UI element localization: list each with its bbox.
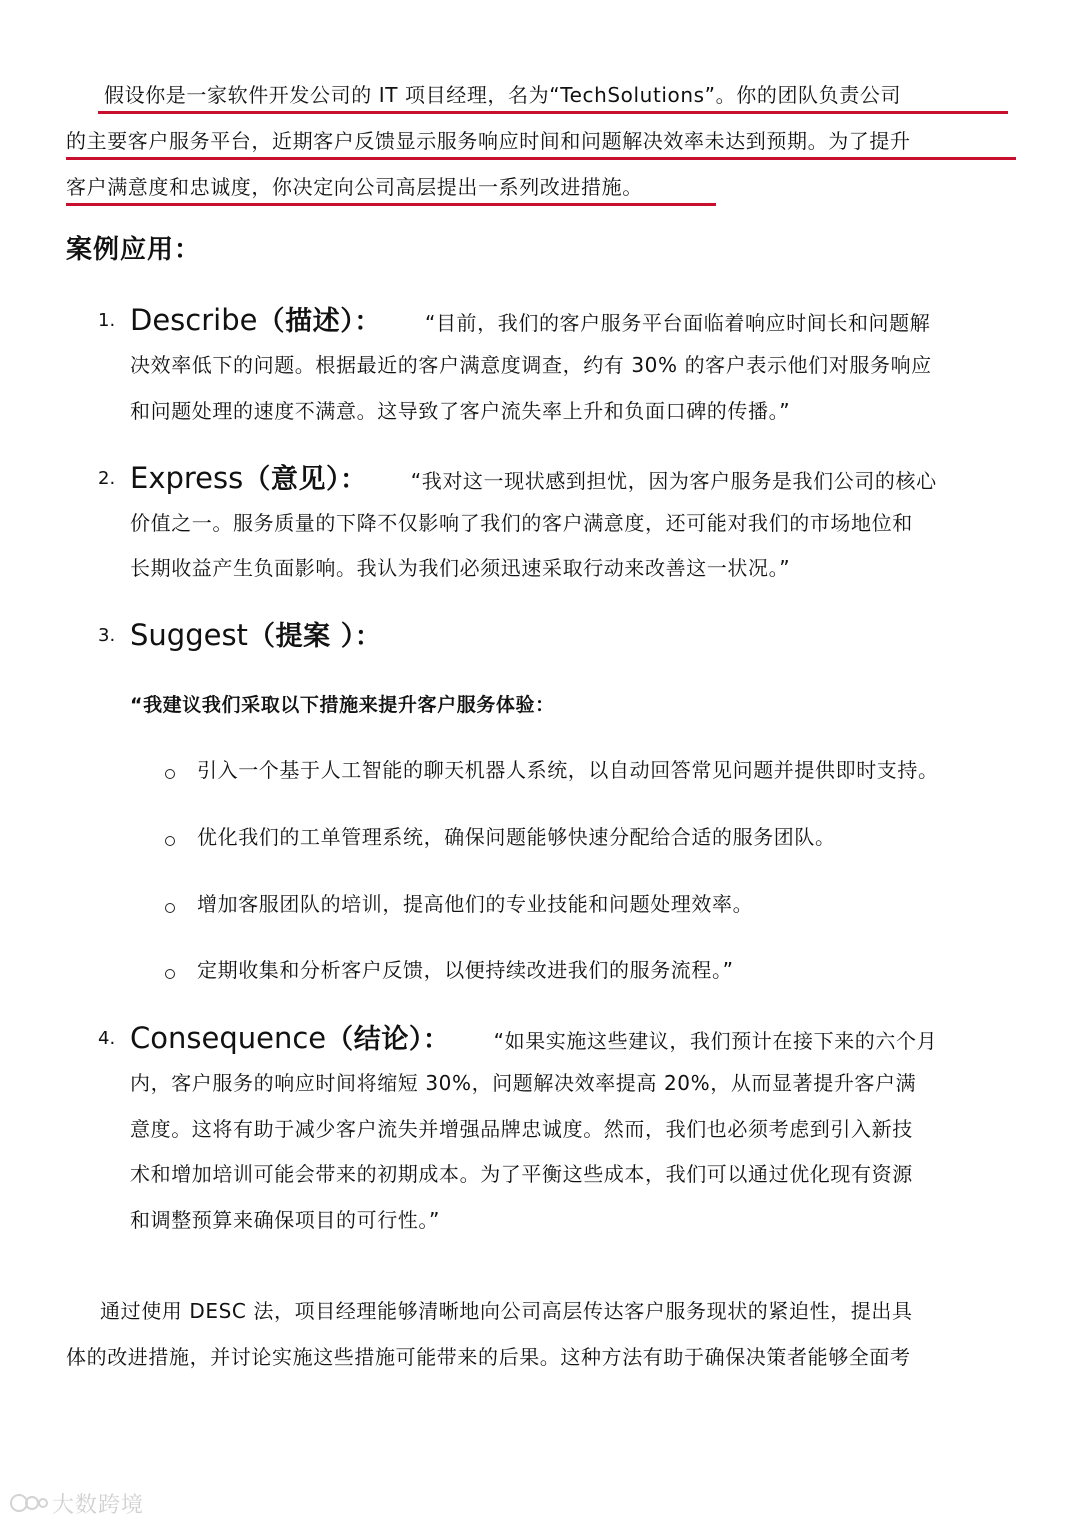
item-colon: ： bbox=[340, 465, 367, 495]
watermark-text: 大数跨境 bbox=[52, 1493, 145, 1518]
suggest-bullet: 定期收集和分析客户反馈，以便持续改进我们的服务流程。” bbox=[197, 958, 734, 982]
suggest-intro: “我建议我们采取以下措施来提升客户服务体验： bbox=[130, 694, 555, 716]
item-text-line: “目前，我们的客户服务平台面临着响应时间长和问题解 bbox=[424, 311, 931, 335]
item-number: 4. bbox=[98, 1028, 116, 1049]
bullet-circle bbox=[165, 903, 175, 913]
bullet-circle bbox=[165, 836, 175, 846]
section-heading: 案例应用： bbox=[66, 235, 202, 265]
item-text-line: 和调整预算来确保项目的可行性。” bbox=[130, 1208, 440, 1232]
item-consequence-first-line bbox=[130, 1018, 1080, 1061]
item-term: Consequence bbox=[130, 1021, 327, 1055]
intro-underline-1 bbox=[98, 111, 1008, 114]
item-term-cn: （提案 ） bbox=[247, 621, 355, 652]
item-text-line: 和问题处理的速度不满意。这导致了客户流失率上升和负面口碑的传播。” bbox=[130, 399, 791, 423]
item-text-line: 术和增加培训可能会带来的初期成本。为了平衡这些成本，我们可以通过优化现有资源 bbox=[130, 1162, 913, 1186]
item-suggest-first-line bbox=[130, 615, 1080, 658]
item-colon: ： bbox=[423, 1025, 450, 1055]
item-text-line: “我对这一现状感到担忧，因为客户服务是我们公司的核心 bbox=[410, 469, 937, 493]
item-text-line: “如果实施这些建议，我们预计在接下来的六个月 bbox=[493, 1029, 938, 1053]
conclusion-line-2: 体的改进措施，并讨论实施这些措施可能带来的后果。这种方法有助于确保决策者能够全面考 bbox=[66, 1345, 911, 1369]
item-number: 2. bbox=[98, 468, 116, 489]
intro-underline-3 bbox=[66, 203, 716, 206]
bullet-circle bbox=[165, 969, 175, 979]
item-term-cn: （描述） bbox=[257, 306, 355, 337]
suggest-bullet: 优化我们的工单管理系统，确保问题能够快速分配给合适的服务团队。 bbox=[197, 825, 836, 849]
item-text-line: 长期收益产生负面影响。我认为我们必须迅速采取行动来改善这一状况。” bbox=[130, 556, 791, 580]
item-term: Express bbox=[130, 461, 244, 495]
item-number: 1. bbox=[98, 310, 116, 331]
item-term-cn: （结论） bbox=[326, 1024, 424, 1055]
bullet-circle bbox=[165, 769, 175, 779]
item-text-line: 价值之一。服务质量的下降不仅影响了我们的客户满意度，还可能对我们的市场地位和 bbox=[130, 511, 913, 535]
conclusion-line-1: 通过使用 DESC 法，项目经理能够清晰地向公司高层传达客户服务现状的紧迫性，提出具 bbox=[100, 1299, 913, 1323]
item-term: Suggest bbox=[130, 618, 248, 652]
item-describe-first-line bbox=[130, 300, 1080, 343]
item-term-cn: （意见） bbox=[243, 464, 341, 495]
intro-underline-2 bbox=[66, 157, 1016, 160]
item-text-line: 内，客户服务的响应时间将缩短 30%，问题解决效率提高 20%，从而显著提升客户满 bbox=[130, 1071, 917, 1095]
item-number: 3. bbox=[98, 625, 116, 646]
item-colon: ： bbox=[354, 622, 382, 652]
item-term: Describe bbox=[130, 303, 258, 337]
suggest-bullet: 引入一个基于人工智能的聊天机器人系统，以自动回答常见问题并提供即时支持。 bbox=[197, 758, 939, 782]
item-colon: ： bbox=[354, 307, 381, 337]
watermark-logo-icon bbox=[10, 1490, 50, 1516]
intro-line-1: 假设你是一家软件开发公司的 IT 项目经理，名为“TechSolutions”。你的团队负责公司 bbox=[104, 83, 902, 107]
item-express-first-line bbox=[130, 458, 1080, 501]
suggest-bullet: 增加客服团队的培训，提高他们的专业技能和问题处理效率。 bbox=[197, 892, 754, 916]
intro-line-2: 的主要客户服务平台，近期客户反馈显示服务响应时间和问题解决效率未达到预期。为了提升 bbox=[66, 129, 911, 153]
item-text-line: 意度。这将有助于减少客户流失并增强品牌忠诚度。然而，我们也必须考虑到引入新技 bbox=[130, 1117, 913, 1141]
intro-line-3: 客户满意度和忠诚度，你决定向公司高层提出一系列改进措施。 bbox=[66, 175, 643, 199]
item-text-line: 决效率低下的问题。根据最近的客户满意度调查，约有 30% 的客户表示他们对服务响应 bbox=[130, 353, 932, 377]
